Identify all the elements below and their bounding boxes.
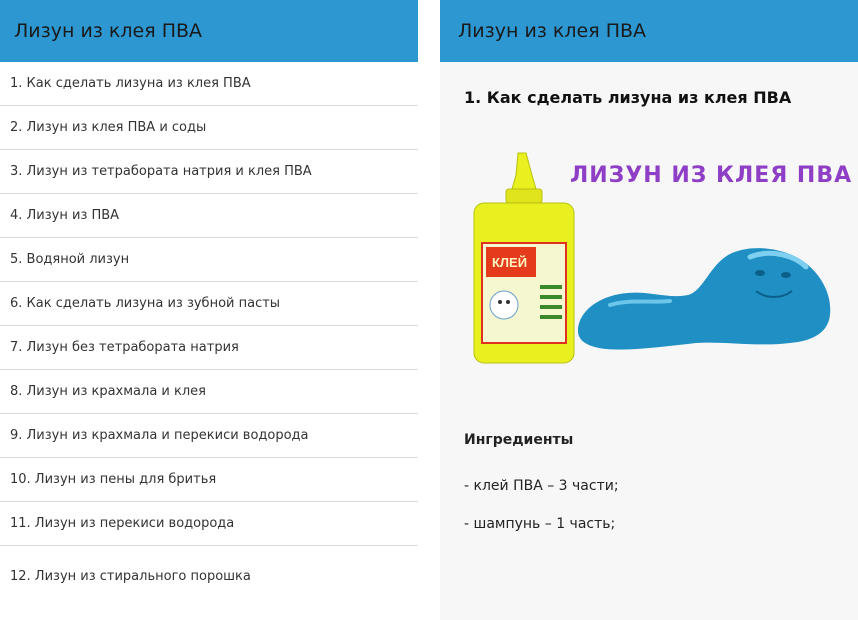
list-item[interactable]: 4. Лизун из ПВА bbox=[0, 194, 418, 238]
list-item[interactable]: 11. Лизун из перекиси водорода bbox=[0, 502, 418, 546]
app-bar-title: Лизун из клея ПВА bbox=[14, 20, 203, 42]
list-item[interactable]: 10. Лизун из пены для бритья bbox=[0, 458, 418, 502]
bottle-label: КЛЕЙ bbox=[492, 255, 528, 270]
article-title: 1. Как сделать лизуна из клея ПВА bbox=[464, 88, 792, 107]
app-bar bbox=[440, 0, 858, 62]
list-item[interactable]: 3. Лизун из тетрабората натрия и клея ПВА bbox=[0, 150, 418, 194]
list-item[interactable]: 9. Лизун из крахмала и перекиси водорода bbox=[0, 414, 418, 458]
app-bar bbox=[0, 0, 418, 62]
ingredient-item: - шампунь – 1 часть; bbox=[464, 516, 616, 532]
list-item[interactable]: 7. Лизун без тетрабората натрия bbox=[0, 326, 418, 370]
hero-image bbox=[460, 145, 858, 385]
right-screen bbox=[440, 0, 858, 620]
ingredients-title: Ингредиенты bbox=[464, 432, 574, 448]
glue-bottle-icon bbox=[474, 153, 574, 363]
app-bar-title: Лизун из клея ПВА bbox=[458, 20, 647, 42]
list-item[interactable]: 5. Водяной лизун bbox=[0, 238, 418, 282]
list-item[interactable]: 1. Как сделать лизуна из клея ПВА bbox=[0, 62, 418, 106]
list-item[interactable]: 8. Лизун из крахмала и клея bbox=[0, 370, 418, 414]
article-list bbox=[0, 62, 418, 584]
list-item[interactable]: 6. Как сделать лизуна из зубной пасты bbox=[0, 282, 418, 326]
hero-caption: ЛИЗУН ИЗ КЛЕЯ ПВА bbox=[570, 163, 853, 188]
list-item[interactable]: 2. Лизун из клея ПВА и соды bbox=[0, 106, 418, 150]
left-screen bbox=[0, 0, 418, 620]
list-item[interactable]: 12. Лизун из стирального порошка bbox=[10, 569, 251, 584]
ingredient-item: - клей ПВА – 3 части; bbox=[464, 478, 619, 494]
slime-icon bbox=[578, 248, 830, 349]
